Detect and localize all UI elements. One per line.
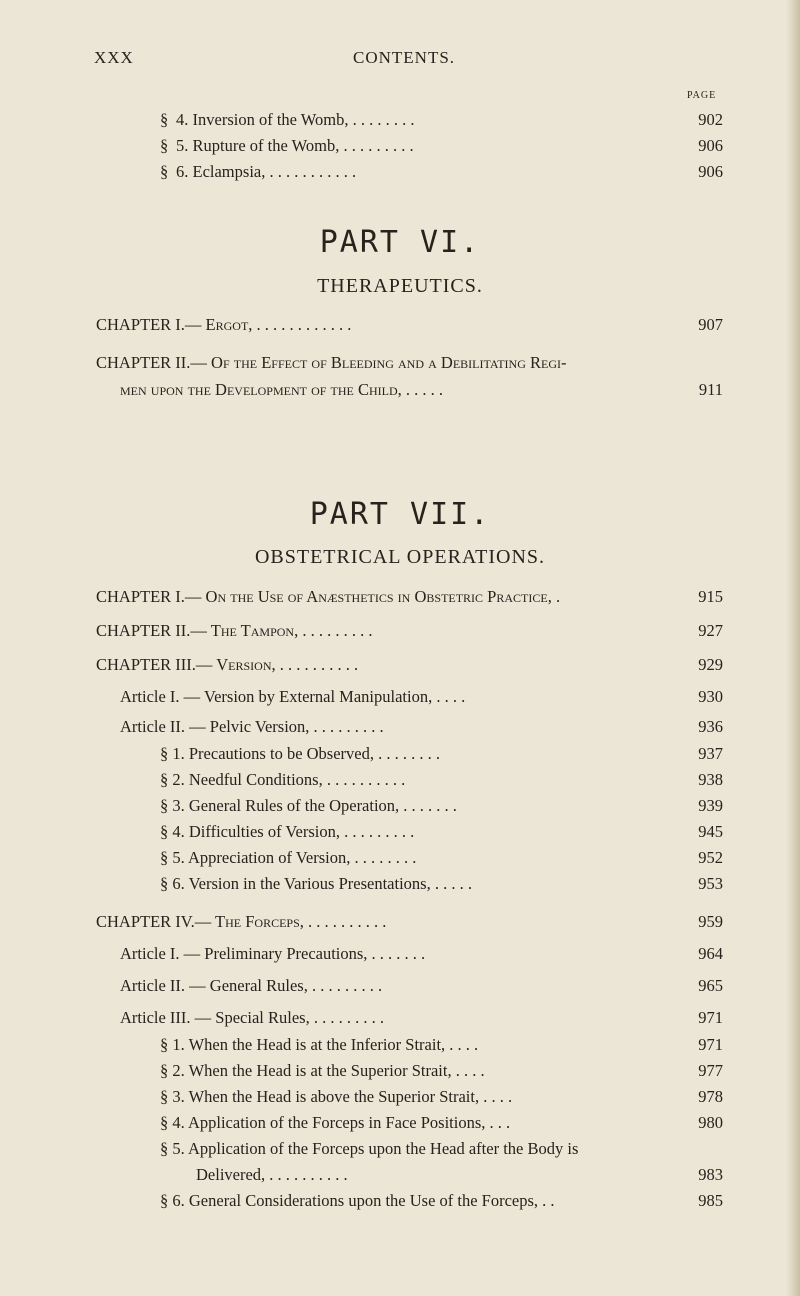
section-page: 937 — [698, 744, 723, 763]
section-page: 945 — [698, 822, 723, 841]
section-entry — [160, 874, 723, 898]
article-title: Article II. — General Rules, . . . . . . . . . — [120, 976, 383, 995]
section-title: § 5. Appreciation of Version, . . . . . . . . — [160, 848, 417, 867]
chapter-title: — The Tampon, . . . . . . . . . — [190, 621, 373, 640]
toc-entry-text: 6. Eclampsia, . . . . . . . . . . . — [176, 162, 357, 181]
article-page: 965 — [698, 976, 723, 995]
chapter-title: — Of the Effect of Bleeding and a Debilitating Regi- — [190, 353, 567, 372]
section-page: 980 — [698, 1113, 723, 1132]
chapter-page: 907 — [698, 315, 723, 334]
chapter-entry — [96, 621, 723, 645]
chapter-page: 911 — [698, 380, 723, 399]
chapter-title: — Ergot, . . . . . . . . . . . . — [184, 315, 352, 334]
section-title: § 4. Difficulties of Version, . . . . . . . . . — [160, 822, 415, 841]
section-entry — [160, 744, 723, 768]
chapter-label: CHAPTER III. — [96, 655, 196, 674]
toc-entry-text: 4. Inversion of the Womb, . . . . . . . . — [176, 110, 415, 129]
chapter-label: CHAPTER I. — [96, 587, 185, 606]
chapter-entry — [96, 315, 723, 339]
page-column-label: PAGE — [687, 90, 717, 101]
article-page: 964 — [698, 944, 723, 963]
section-title: § 1. When the Head is at the Inferior Strait, . . . . — [160, 1035, 479, 1054]
article-title: Article II. — Pelvic Version, . . . . . . . . . — [120, 717, 384, 736]
section-title: § 5. Application of the Forceps upon the Head after the Body is — [160, 1139, 579, 1158]
toc-entry-page: 906 — [698, 136, 723, 155]
section-entry — [160, 848, 723, 872]
section-page: 953 — [698, 874, 723, 893]
toc-entry-page: 906 — [698, 162, 723, 181]
article-title: Article I. — Version by External Manipulation, . . . . — [120, 687, 466, 706]
section-page: 938 — [698, 770, 723, 789]
section-title: § 6. Version in the Various Presentations, . . . . . — [160, 874, 472, 893]
chapter-title: — Version, . . . . . . . . . . — [195, 655, 359, 674]
part-title: PART VI. — [319, 225, 481, 260]
part-subtitle: OBSTETRICAL OPERATIONS. — [254, 546, 546, 568]
section-page: 978 — [698, 1087, 723, 1106]
section-sign: § — [160, 110, 169, 129]
page-number-roman: XXX — [94, 48, 134, 67]
article-entry — [120, 976, 723, 1000]
chapter-page: 929 — [698, 655, 723, 674]
section-entry — [160, 770, 723, 794]
chapter-entry — [96, 655, 723, 679]
section-title: § 2. When the Head is at the Superior Strait, . . . . — [160, 1061, 485, 1080]
section-entry — [160, 822, 723, 846]
chapter-page: 959 — [698, 912, 723, 931]
chapter-entry-continued — [120, 380, 723, 404]
article-entry — [120, 687, 723, 711]
section-page: 983 — [698, 1165, 723, 1184]
chapter-page: 927 — [698, 621, 723, 640]
section-page: 977 — [698, 1061, 723, 1080]
section-title: § 2. Needful Conditions, . . . . . . . . . . — [160, 770, 406, 789]
section-entry — [160, 1191, 723, 1215]
section-title: § 4. Application of the Forceps in Face Positions, . . . — [160, 1113, 511, 1132]
article-entry — [120, 1008, 723, 1032]
chapter-page: 915 — [698, 587, 723, 606]
article-page: 971 — [698, 1008, 723, 1027]
section-sign: § — [160, 162, 169, 181]
part-title: PART VII. — [309, 497, 491, 532]
chapter-label: CHAPTER IV. — [96, 912, 195, 931]
section-entry — [160, 796, 723, 820]
chapter-label: CHAPTER II. — [96, 353, 191, 372]
article-entry — [120, 944, 723, 968]
section-entry — [160, 1087, 723, 1111]
chapter-entry — [96, 587, 723, 611]
section-title-continued: Delivered, . . . . . . . . . . — [196, 1165, 348, 1184]
article-title: Article III. — Special Rules, . . . . . . . . . — [120, 1008, 384, 1027]
section-title: § 3. When the Head is above the Superior Strait, . . . . — [160, 1087, 513, 1106]
section-entry — [160, 1113, 723, 1137]
section-entry — [160, 1035, 723, 1059]
page-edge — [786, 0, 800, 1296]
chapter-title: — The Forceps, . . . . . . . . . . — [194, 912, 387, 931]
section-entry — [160, 1139, 723, 1163]
section-page: 952 — [698, 848, 723, 867]
article-page: 936 — [698, 717, 723, 736]
section-title: § 1. Precautions to be Observed, . . . . . . . . — [160, 744, 440, 763]
section-page: 985 — [698, 1191, 723, 1210]
article-page: 930 — [698, 687, 723, 706]
toc-entry — [176, 110, 723, 134]
section-page: 971 — [698, 1035, 723, 1054]
article-title: Article I. — Preliminary Precautions, . . . . . . . — [120, 944, 426, 963]
toc-entry-page: 902 — [698, 110, 723, 129]
chapter-label: CHAPTER II. — [96, 621, 191, 640]
section-title: § 6. General Considerations upon the Use of the Forceps, . . — [160, 1191, 555, 1210]
chapter-label: CHAPTER I. — [96, 315, 185, 334]
chapter-entry — [96, 912, 723, 936]
section-entry-continued — [196, 1165, 723, 1189]
section-sign: § — [160, 136, 169, 155]
toc-entry — [176, 136, 723, 160]
section-entry — [160, 1061, 723, 1085]
chapter-entry — [96, 353, 723, 377]
toc-entry-text: 5. Rupture of the Womb, . . . . . . . . . — [176, 136, 414, 155]
section-title: § 3. General Rules of the Operation, . . . . . . . — [160, 796, 457, 815]
running-header: CONTENTS. — [353, 48, 456, 67]
chapter-title-continued: men upon the Development of the Child, . . . . . — [120, 380, 444, 399]
part-subtitle: THERAPEUTICS. — [317, 275, 483, 297]
section-page: 939 — [698, 796, 723, 815]
chapter-title: — On the Use of Anæsthetics in Obstetric Practice, . — [184, 587, 561, 606]
toc-entry — [176, 162, 723, 186]
article-entry — [120, 717, 723, 741]
